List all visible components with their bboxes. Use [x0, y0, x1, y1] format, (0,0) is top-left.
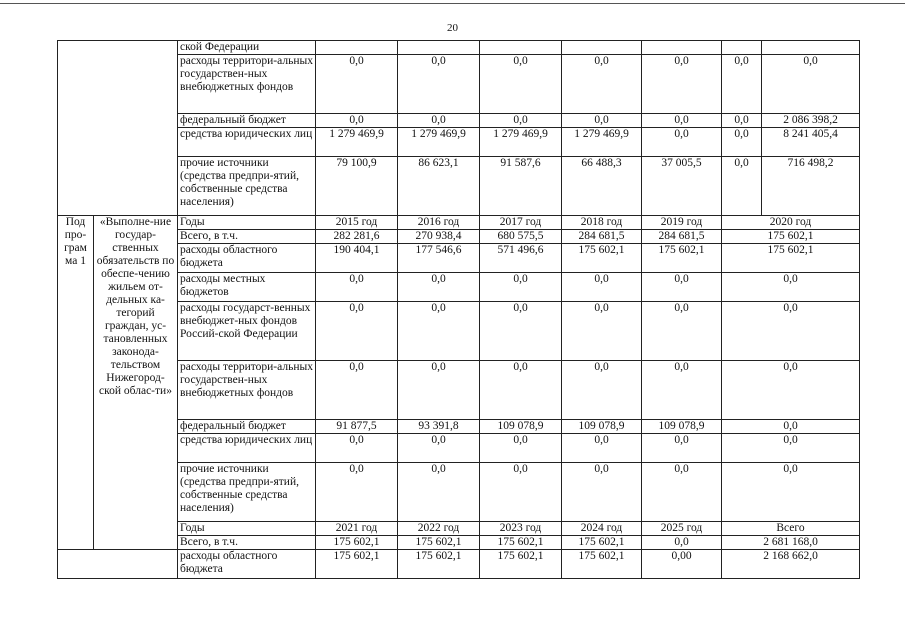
- years-row: [58, 216, 860, 230]
- value-cell: 8 241 405,4: [762, 128, 860, 157]
- value-cell: 0,0: [722, 463, 860, 522]
- value-cell: 0,0: [722, 361, 860, 420]
- value-cell: 0,0: [562, 114, 642, 128]
- value-cell: 109 078,9: [642, 420, 722, 434]
- value-cell: 0,0: [316, 361, 398, 420]
- row-label: расходы государст-венных внебюджет-ных фондов Россий-ской Федерации: [178, 302, 316, 361]
- value-cell: 0,0: [562, 463, 642, 522]
- value-cell: 0,0: [480, 361, 562, 420]
- year-header: 2023 год: [480, 522, 562, 536]
- table-row: [58, 434, 860, 463]
- table-row: [58, 157, 860, 216]
- row-label: Всего, в т.ч.: [178, 230, 316, 244]
- value-cell: 0,0: [642, 302, 722, 361]
- value-cell: 0,0: [316, 114, 398, 128]
- value-cell: 79 100,9: [316, 157, 398, 216]
- value-cell: 175 602,1: [722, 244, 860, 273]
- value-cell: 0,0: [398, 55, 480, 114]
- row-label: расходы территори-альных государствен-ных внебюджетных фондов: [178, 55, 316, 114]
- value-cell: 1 279 469,9: [316, 128, 398, 157]
- value-cell: 0,0: [642, 273, 722, 302]
- row-label: прочие источники (средства предпри-ятий, собственные средства населения): [178, 157, 316, 216]
- value-cell: 0,0: [562, 55, 642, 114]
- row-label: прочие источники (средства предпри-ятий, собственные средства населения): [178, 463, 316, 522]
- row-label: Всего, в т.ч.: [178, 536, 316, 550]
- row-label: средства юридических лиц: [178, 128, 316, 157]
- value-cell: 175 602,1: [722, 230, 860, 244]
- value-cell: 93 391,8: [398, 420, 480, 434]
- value-cell: 2 086 398,2: [762, 114, 860, 128]
- value-cell: 0,0: [642, 128, 722, 157]
- subprogram-title: «Выполне-ние государ-ственных обязательств по обеспе-чению жильем от-дельных ка-тегорий граждан, ус-тановленных законода-тельством Нижегород-ской облас-ти»: [94, 216, 178, 550]
- value-cell: 0,0: [642, 361, 722, 420]
- value-cell: 0,0: [642, 434, 722, 463]
- value-cell: 0,0: [762, 55, 860, 114]
- subprogram-code: Под про-грам ма 1: [58, 216, 94, 550]
- value-cell: 0,0: [642, 55, 722, 114]
- row-label: ской Федерации: [178, 41, 316, 55]
- value-cell: 2 681 168,0: [722, 536, 860, 550]
- value-cell: 175 602,1: [398, 550, 480, 579]
- value-cell: 175 602,1: [562, 536, 642, 550]
- table-row: [58, 244, 860, 273]
- value-cell: 0,0: [722, 273, 860, 302]
- row-label: расходы местных бюджетов: [178, 273, 316, 302]
- value-cell: 37 005,5: [642, 157, 722, 216]
- table-row: [58, 463, 860, 522]
- value-cell: 175 602,1: [480, 536, 562, 550]
- value-cell: 282 281,6: [316, 230, 398, 244]
- table-row: [58, 230, 860, 244]
- value-cell: 86 623,1: [398, 157, 480, 216]
- value-cell: 0,0: [398, 114, 480, 128]
- table-row: [58, 550, 860, 579]
- value-cell: [762, 41, 860, 55]
- value-cell: 2 168 662,0: [722, 550, 860, 579]
- empty-cell: [58, 550, 178, 579]
- year-header: 2018 год: [562, 216, 642, 230]
- value-cell: 680 575,5: [480, 230, 562, 244]
- table-row: [58, 41, 860, 55]
- year-header: 2019 год: [642, 216, 722, 230]
- value-cell: 0,0: [562, 302, 642, 361]
- value-cell: 0,0: [316, 273, 398, 302]
- value-cell: 0,0: [398, 302, 480, 361]
- value-cell: 177 546,6: [398, 244, 480, 273]
- value-cell: 0,0: [722, 157, 762, 216]
- value-cell: 716 498,2: [762, 157, 860, 216]
- value-cell: 0,0: [722, 128, 762, 157]
- table-row: [58, 128, 860, 157]
- value-cell: 0,0: [316, 302, 398, 361]
- row-label: Годы: [178, 522, 316, 536]
- year-header: 2024 год: [562, 522, 642, 536]
- value-cell: 0,0: [722, 114, 762, 128]
- value-cell: [480, 41, 562, 55]
- value-cell: 109 078,9: [562, 420, 642, 434]
- value-cell: 0,0: [722, 420, 860, 434]
- value-cell: 175 602,1: [480, 550, 562, 579]
- value-cell: 0,0: [316, 434, 398, 463]
- row-label: федеральный бюджет: [178, 420, 316, 434]
- value-cell: 91 877,5: [316, 420, 398, 434]
- value-cell: 571 496,6: [480, 244, 562, 273]
- value-cell: 0,00: [642, 550, 722, 579]
- value-cell: [642, 41, 722, 55]
- value-cell: 284 681,5: [642, 230, 722, 244]
- value-cell: [562, 41, 642, 55]
- table-row: [58, 302, 860, 361]
- value-cell: 0,0: [480, 434, 562, 463]
- year-header: 2020 год: [722, 216, 860, 230]
- value-cell: 270 938,4: [398, 230, 480, 244]
- table-row: [58, 273, 860, 302]
- table-row: [58, 420, 860, 434]
- value-cell: 91 587,6: [480, 157, 562, 216]
- value-cell: 0,0: [316, 463, 398, 522]
- value-cell: [722, 41, 762, 55]
- value-cell: [316, 41, 398, 55]
- value-cell: 175 602,1: [562, 244, 642, 273]
- value-cell: 0,0: [480, 55, 562, 114]
- row-label: расходы областного бюджета: [178, 550, 316, 579]
- value-cell: 1 279 469,9: [398, 128, 480, 157]
- empty-cell: [58, 41, 178, 216]
- year-header: 2017 год: [480, 216, 562, 230]
- page-top-rule: [0, 3, 905, 4]
- value-cell: 66 488,3: [562, 157, 642, 216]
- row-label: расходы территори-альных государствен-ных внебюджетных фондов: [178, 361, 316, 420]
- value-cell: 0,0: [316, 55, 398, 114]
- value-cell: 0,0: [562, 361, 642, 420]
- year-header: 2016 год: [398, 216, 480, 230]
- value-cell: 0,0: [398, 273, 480, 302]
- page-number: 20: [447, 22, 458, 34]
- value-cell: 0,0: [398, 434, 480, 463]
- table-row: [58, 114, 860, 128]
- year-header: 2022 год: [398, 522, 480, 536]
- value-cell: 175 602,1: [316, 536, 398, 550]
- table-row: [58, 536, 860, 550]
- value-cell: 0,0: [722, 55, 762, 114]
- value-cell: 1 279 469,9: [480, 128, 562, 157]
- year-header: 2021 год: [316, 522, 398, 536]
- table-row: [58, 55, 860, 114]
- value-cell: 190 404,1: [316, 244, 398, 273]
- row-label: расходы областного бюджета: [178, 244, 316, 273]
- value-cell: 0,0: [722, 302, 860, 361]
- row-label: средства юридических лиц: [178, 434, 316, 463]
- years-row: [58, 522, 860, 536]
- value-cell: 0,0: [642, 536, 722, 550]
- value-cell: 0,0: [480, 273, 562, 302]
- year-header: 2025 год: [642, 522, 722, 536]
- value-cell: 0,0: [480, 302, 562, 361]
- value-cell: 0,0: [398, 463, 480, 522]
- value-cell: 0,0: [642, 463, 722, 522]
- table-row: [58, 361, 860, 420]
- value-cell: [398, 41, 480, 55]
- value-cell: 0,0: [398, 361, 480, 420]
- value-cell: 0,0: [642, 114, 722, 128]
- value-cell: 1 279 469,9: [562, 128, 642, 157]
- year-header: 2015 год: [316, 216, 398, 230]
- value-cell: 175 602,1: [562, 550, 642, 579]
- value-cell: 0,0: [562, 434, 642, 463]
- value-cell: 175 602,1: [398, 536, 480, 550]
- value-cell: 284 681,5: [562, 230, 642, 244]
- row-label: федеральный бюджет: [178, 114, 316, 128]
- row-label: Годы: [178, 216, 316, 230]
- value-cell: 0,0: [722, 434, 860, 463]
- value-cell: 0,0: [480, 114, 562, 128]
- value-cell: 0,0: [562, 273, 642, 302]
- value-cell: 175 602,1: [316, 550, 398, 579]
- value-cell: 0,0: [480, 463, 562, 522]
- total-header: Всего: [722, 522, 860, 536]
- value-cell: 175 602,1: [642, 244, 722, 273]
- value-cell: 109 078,9: [480, 420, 562, 434]
- budget-table: [57, 40, 860, 579]
